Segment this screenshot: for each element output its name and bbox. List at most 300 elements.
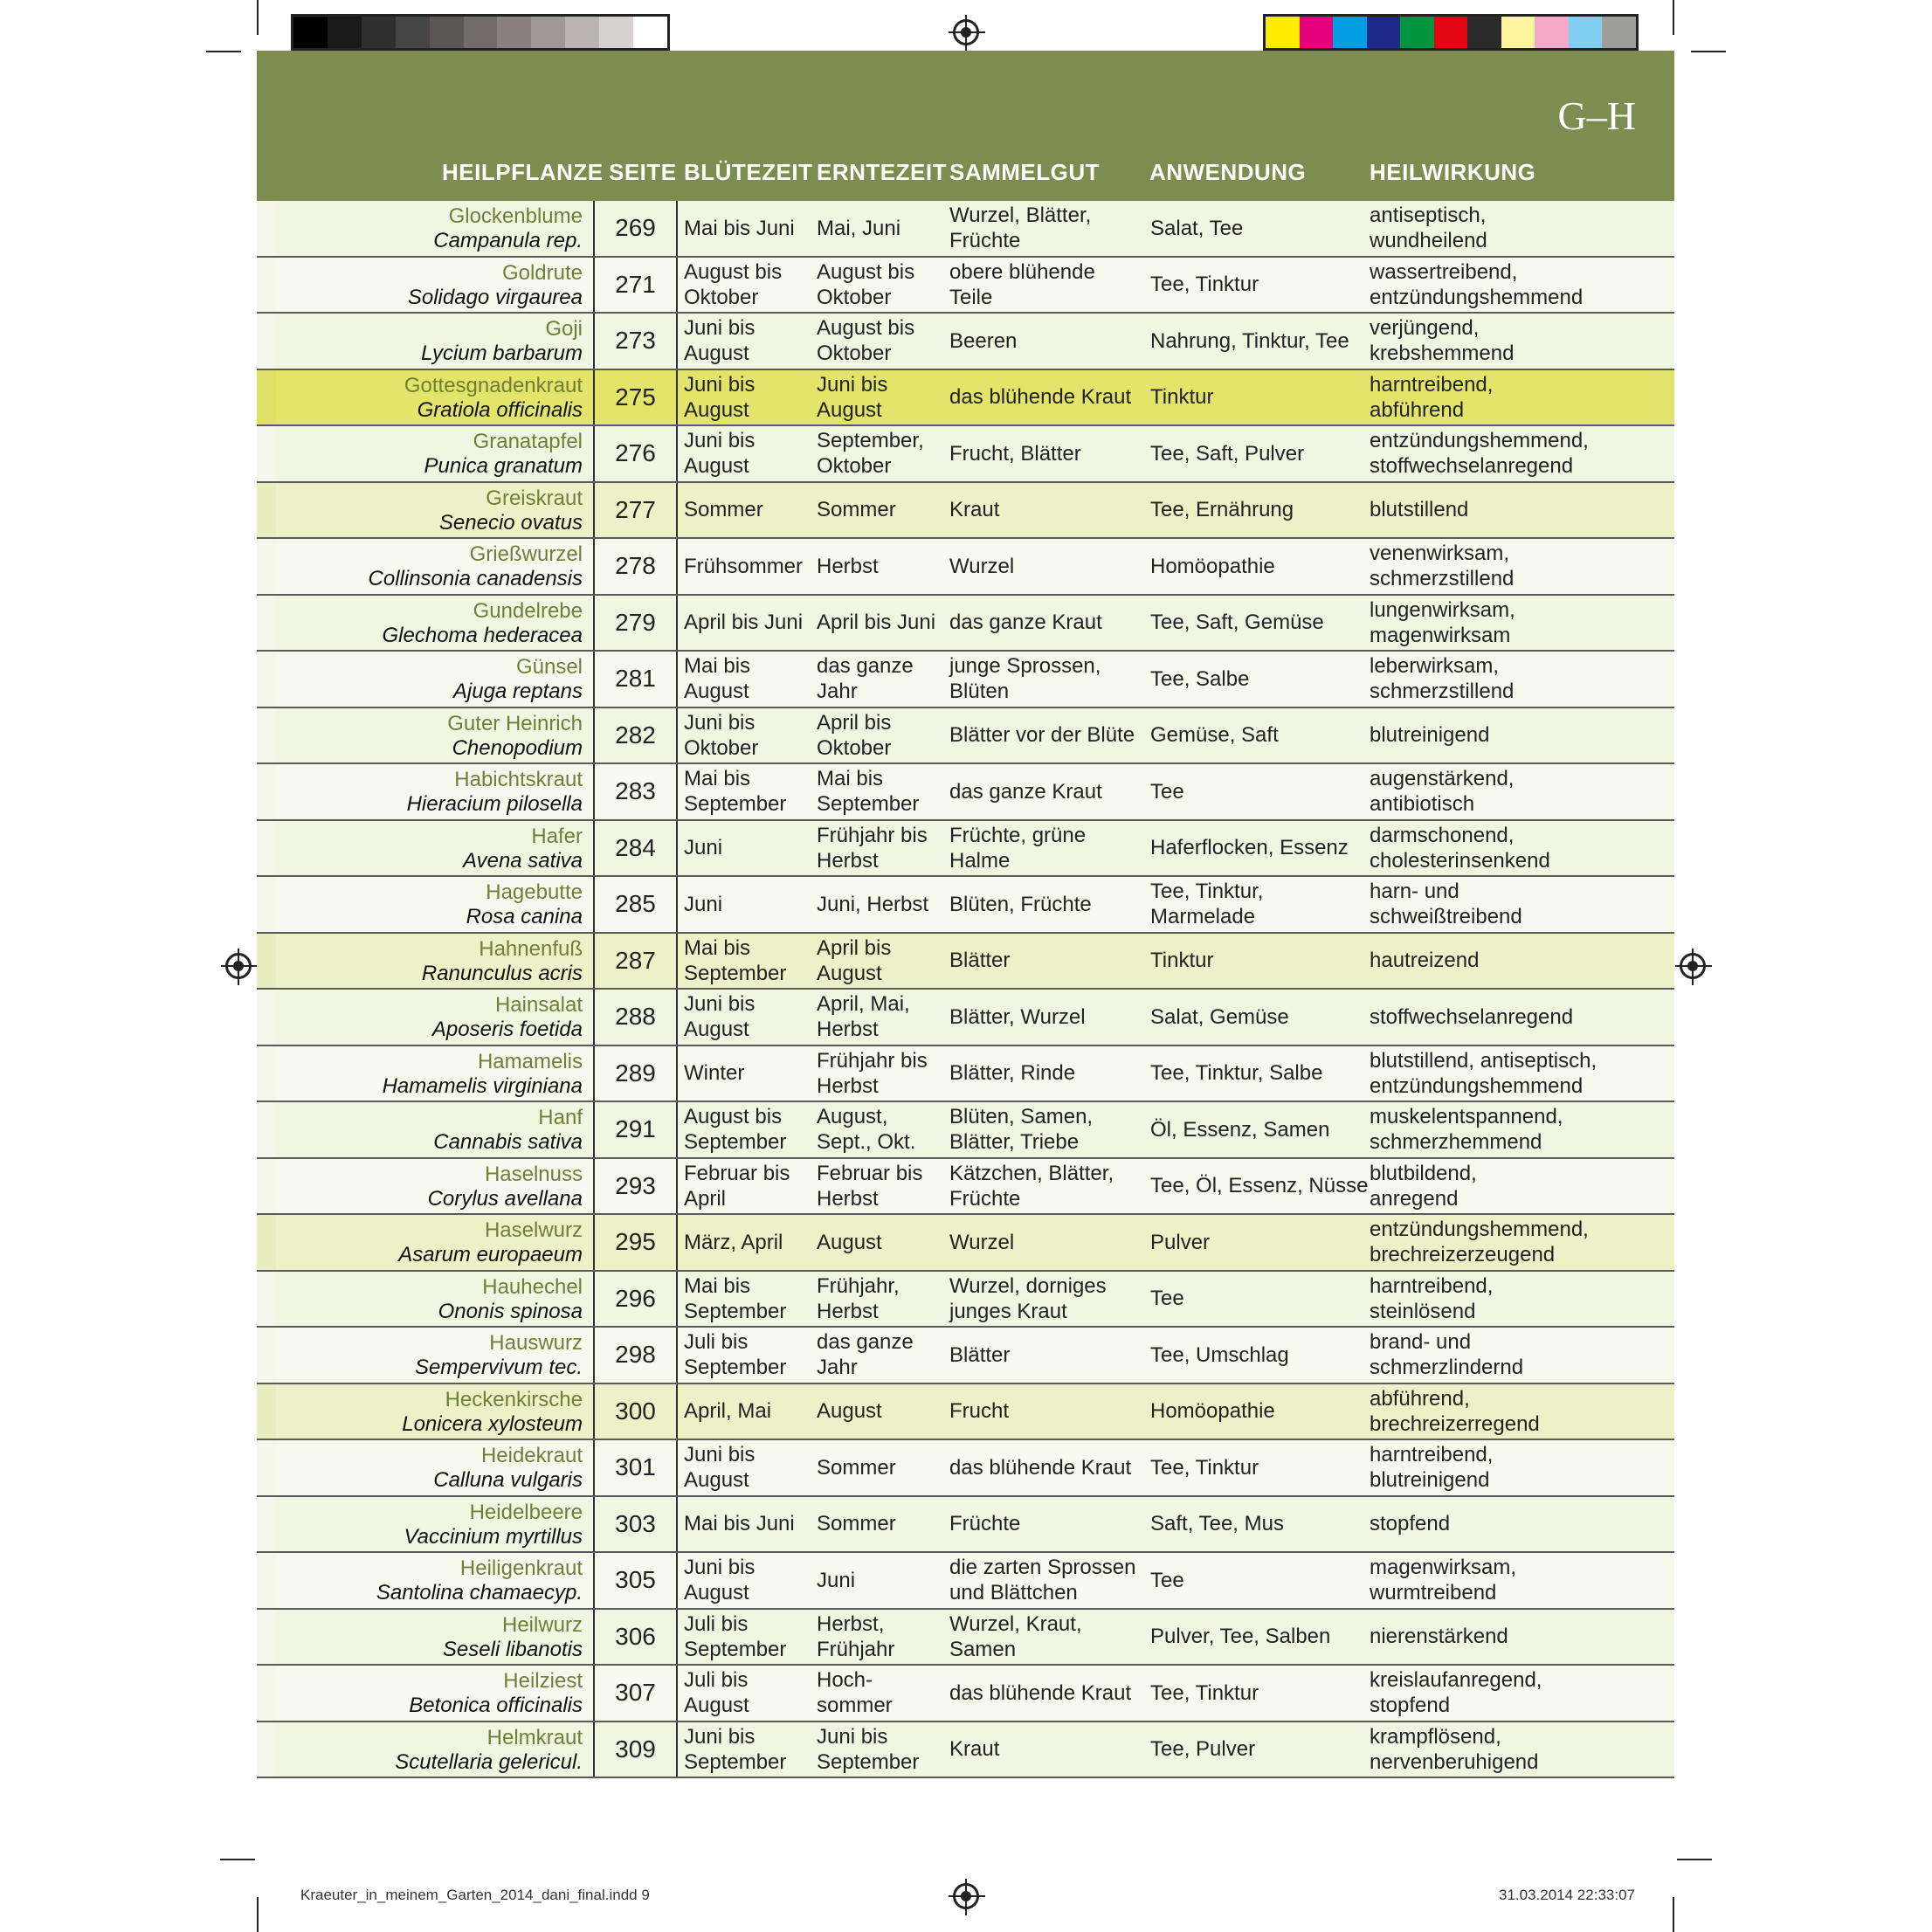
column-divider bbox=[676, 426, 678, 481]
bluetezeit-cell: Juli bis September bbox=[684, 1611, 787, 1661]
row-stub bbox=[257, 1722, 276, 1777]
column-divider bbox=[676, 1722, 678, 1777]
sammelgut-cell: Blüten, Früchte bbox=[949, 892, 1092, 916]
crop-mark bbox=[1673, 0, 1674, 35]
plant-cell bbox=[276, 1497, 588, 1552]
page-number: 275 bbox=[615, 383, 656, 411]
bluetezeit-cell: Juni bis August bbox=[684, 372, 756, 422]
anwendung-cell: Tee bbox=[1150, 1568, 1184, 1592]
page-number: 305 bbox=[615, 1566, 656, 1594]
row-stub bbox=[257, 1497, 276, 1552]
plant-cell bbox=[276, 934, 588, 989]
sammelgut-cell: Wurzel, dorniges junges Kraut bbox=[949, 1273, 1107, 1323]
plant-latin-name: Calluna vulgaris bbox=[433, 1468, 583, 1492]
column-divider bbox=[676, 1102, 678, 1157]
plant-latin-name: Hieracium pilosella bbox=[406, 792, 583, 816]
plant-cell bbox=[276, 314, 588, 369]
erntezeit-cell: August bis Oktober bbox=[817, 316, 915, 366]
plant-latin-name: Vaccinium myrtillus bbox=[404, 1524, 583, 1549]
erntezeit-cell: Juni bis August bbox=[817, 372, 888, 422]
plant-latin-name: Ranunculus acris bbox=[421, 961, 583, 985]
color-swatch bbox=[1400, 17, 1434, 48]
sammelgut-cell: das ganze Kraut bbox=[949, 611, 1102, 635]
anwendung-cell: Nahrung, Tinktur, Tee bbox=[1150, 328, 1349, 353]
bluetezeit-cell: Juni bis August bbox=[684, 429, 756, 479]
crop-mark bbox=[1677, 1859, 1712, 1860]
plant-name: Goldrute bbox=[501, 260, 583, 285]
table-row bbox=[257, 426, 1674, 483]
bluetezeit-cell: April, Mai bbox=[684, 1399, 772, 1424]
plant-cell bbox=[276, 1328, 588, 1383]
row-stub bbox=[257, 596, 276, 651]
plant-name: Gottesgnadenkraut bbox=[404, 373, 583, 397]
heilwirkung-cell: harntreibend, steinlösend bbox=[1370, 1273, 1494, 1323]
sammelgut-cell: Frucht bbox=[949, 1399, 1010, 1424]
heilwirkung-cell: harn- und schweißtreibend bbox=[1370, 880, 1522, 929]
page-number: 296 bbox=[615, 1284, 656, 1312]
row-stub bbox=[257, 539, 276, 594]
column-divider bbox=[676, 764, 678, 819]
bluetezeit-cell: Juni bis September bbox=[684, 1724, 787, 1774]
plant-cell bbox=[276, 596, 588, 651]
heilwirkung-cell: verjüngend, krebshemmend bbox=[1370, 316, 1515, 366]
erntezeit-cell: August bis Oktober bbox=[817, 259, 915, 309]
plant-latin-name: Ononis spinosa bbox=[438, 1299, 583, 1323]
heilwirkung-cell: blutbildend, anregend bbox=[1370, 1161, 1477, 1211]
erntezeit-cell: Herbst bbox=[817, 554, 879, 578]
plant-name: Heckenkirsche bbox=[445, 1387, 583, 1411]
anwendung-cell: Tee, Umschlag bbox=[1150, 1342, 1289, 1367]
heilwirkung-cell: hautreizend bbox=[1370, 949, 1480, 973]
heilwirkung-cell: brand- und schmerzlindernd bbox=[1370, 1330, 1524, 1380]
plant-name: Goji bbox=[545, 317, 583, 341]
column-divider bbox=[676, 1497, 678, 1552]
erntezeit-cell: April, Mai, Herbst bbox=[817, 992, 910, 1042]
herb-table bbox=[257, 201, 1674, 1778]
erntezeit-cell: Mai bis September bbox=[817, 767, 920, 817]
sammelgut-cell: die zarten Sprossen und Blättchen bbox=[949, 1556, 1136, 1605]
column-divider bbox=[676, 1328, 678, 1383]
page-number: 285 bbox=[615, 890, 656, 918]
row-stub bbox=[257, 1610, 276, 1665]
color-swatch bbox=[1300, 17, 1334, 48]
bluetezeit-cell: Juli bis August bbox=[684, 1668, 749, 1718]
color-swatch bbox=[1266, 17, 1300, 48]
sammelgut-cell: Blätter, Rinde bbox=[949, 1061, 1076, 1086]
bluetezeit-cell: August bis Oktober bbox=[684, 259, 783, 309]
column-divider bbox=[676, 1666, 678, 1721]
bluetezeit-cell: Mai bis September bbox=[684, 767, 787, 817]
bluetezeit-cell: Februar bis April bbox=[684, 1161, 790, 1211]
table-row bbox=[257, 258, 1674, 314]
page-number: 298 bbox=[615, 1341, 656, 1369]
erntezeit-cell: Februar bis Herbst bbox=[817, 1161, 923, 1211]
anwendung-cell: Tee, Tinktur bbox=[1150, 1680, 1259, 1705]
column-divider bbox=[676, 1272, 678, 1327]
anwendung-cell: Tee, Tinktur, Marmelade bbox=[1150, 880, 1264, 929]
page-number: 271 bbox=[615, 270, 656, 298]
table-row bbox=[257, 1272, 1674, 1328]
column-divider bbox=[676, 1159, 678, 1214]
erntezeit-cell: August, Sept., Okt. bbox=[817, 1105, 916, 1155]
registration-mark-icon bbox=[1680, 953, 1706, 979]
plant-name: Greiskraut bbox=[486, 486, 583, 510]
bluetezeit-cell: Juni bis Oktober bbox=[684, 710, 759, 760]
erntezeit-cell: Hoch- sommer bbox=[817, 1668, 893, 1718]
heilwirkung-cell: lungenwirksam, magenwirksam bbox=[1370, 597, 1515, 647]
heilwirkung-cell: augenstärkend, antibiotisch bbox=[1370, 767, 1515, 817]
erntezeit-cell: Herbst, Frühjahr bbox=[817, 1611, 895, 1661]
anwendung-cell: Pulver bbox=[1150, 1230, 1211, 1254]
plant-latin-name: Betonica officinalis bbox=[409, 1694, 583, 1717]
row-stub bbox=[257, 314, 276, 369]
row-stub bbox=[257, 821, 276, 876]
row-stub bbox=[257, 1384, 276, 1439]
erntezeit-cell: Frühjahr bis Herbst bbox=[817, 823, 928, 873]
bluetezeit-cell: März, April bbox=[684, 1230, 783, 1254]
heilwirkung-cell: blutstillend, antiseptisch, entzündungshemmend bbox=[1370, 1048, 1597, 1098]
sammelgut-cell: das blühende Kraut bbox=[949, 1680, 1132, 1705]
crop-mark bbox=[206, 51, 241, 52]
grey-swatch bbox=[497, 17, 531, 48]
plant-cell bbox=[276, 539, 588, 594]
plant-latin-name: Chenopodium bbox=[452, 735, 583, 760]
bluetezeit-cell: Mai bis September bbox=[684, 1273, 787, 1323]
anwendung-cell: Haferflocken, Essenz bbox=[1150, 836, 1349, 860]
page-number: 301 bbox=[615, 1453, 656, 1481]
anwendung-cell: Öl, Essenz, Samen bbox=[1150, 1117, 1330, 1142]
bluetezeit-cell: Sommer bbox=[684, 498, 763, 522]
anwendung-cell: Tee, Saft, Gemüse bbox=[1150, 611, 1324, 635]
footer-timestamp: 31.03.2014 22:33:07 bbox=[1499, 1887, 1635, 1903]
heilwirkung-cell: entzündungshemmend, stoffwechselanregend bbox=[1370, 429, 1589, 479]
plant-name: Heilwurz bbox=[501, 1612, 583, 1637]
plant-name: Hafer bbox=[531, 824, 583, 848]
heilwirkung-cell: entzündungshemmend, brechreizerzeugend bbox=[1370, 1218, 1589, 1267]
heilwirkung-cell: wassertreibend, entzündungshemmend bbox=[1370, 259, 1584, 309]
page-number: 300 bbox=[615, 1397, 656, 1425]
row-stub bbox=[257, 1102, 276, 1157]
table-row bbox=[257, 201, 1674, 258]
plant-name: Heidekraut bbox=[480, 1444, 583, 1467]
row-stub bbox=[257, 652, 276, 707]
page-number: 276 bbox=[615, 439, 656, 467]
page-number: 278 bbox=[615, 552, 656, 580]
plant-latin-name: Aposeris foetida bbox=[431, 1018, 583, 1041]
color-swatch bbox=[1602, 17, 1636, 48]
column-divider bbox=[676, 990, 678, 1045]
column-divider bbox=[676, 1553, 678, 1608]
column-divider bbox=[676, 708, 678, 763]
column-divider bbox=[676, 483, 678, 538]
row-stub bbox=[257, 370, 276, 425]
sammelgut-cell: das blühende Kraut bbox=[949, 385, 1132, 410]
color-swatch bbox=[1569, 17, 1603, 48]
plant-name: Hahnenfuß bbox=[479, 936, 583, 961]
table-row bbox=[257, 1328, 1674, 1384]
grey-swatch bbox=[599, 17, 633, 48]
registration-mark-icon bbox=[953, 1883, 979, 1909]
page-number: 306 bbox=[615, 1622, 656, 1650]
row-stub bbox=[257, 764, 276, 819]
table-row bbox=[257, 1215, 1674, 1272]
erntezeit-cell: Sommer bbox=[817, 1455, 896, 1480]
anwendung-cell: Homöopathie bbox=[1150, 554, 1275, 578]
anwendung-cell: Tee, Tinktur bbox=[1150, 273, 1259, 297]
sammelgut-cell: Kätzchen, Blätter, Früchte bbox=[949, 1161, 1114, 1211]
heilwirkung-cell: stoffwechselanregend bbox=[1370, 1004, 1574, 1029]
plant-latin-name: Scutellaria gelericul. bbox=[395, 1749, 583, 1774]
plant-latin-name: Gratiola officinalis bbox=[417, 397, 583, 422]
column-divider bbox=[676, 877, 678, 932]
plant-latin-name: Campanula rep. bbox=[433, 229, 583, 252]
page-number: 295 bbox=[615, 1228, 656, 1256]
plant-latin-name: Corylus avellana bbox=[427, 1186, 583, 1211]
page-number: 283 bbox=[615, 777, 656, 805]
grey-swatch bbox=[464, 17, 498, 48]
column-header-sammelgut: SAMMELGUT bbox=[949, 159, 1101, 185]
table-row bbox=[257, 1553, 1674, 1610]
row-stub bbox=[257, 934, 276, 989]
plant-latin-name: Cannabis sativa bbox=[433, 1130, 583, 1154]
grey-swatch bbox=[362, 17, 396, 48]
sammelgut-cell: Beeren bbox=[949, 328, 1018, 353]
plant-cell bbox=[276, 1553, 588, 1608]
row-stub bbox=[257, 1215, 276, 1270]
sammelgut-cell: Blätter bbox=[949, 1342, 1011, 1367]
column-header-anwendung: ANWENDUNG bbox=[1149, 159, 1307, 185]
row-stub bbox=[257, 990, 276, 1045]
bluetezeit-cell: Mai bis September bbox=[684, 935, 787, 985]
crop-mark bbox=[1673, 1897, 1674, 1932]
plant-name: Hagebutte bbox=[486, 880, 583, 904]
color-swatch bbox=[1467, 17, 1501, 48]
page-number: 293 bbox=[615, 1171, 656, 1199]
plant-name: Grießwurzel bbox=[469, 542, 583, 566]
erntezeit-cell: Frühjahr bis Herbst bbox=[817, 1048, 928, 1098]
plant-cell bbox=[276, 1440, 588, 1495]
sammelgut-cell: Blätter, Wurzel bbox=[949, 1004, 1086, 1029]
sammelgut-cell: Wurzel, Kraut, Samen bbox=[949, 1611, 1082, 1661]
erntezeit-cell: Sommer bbox=[817, 498, 896, 522]
bluetezeit-cell: Juni bis August bbox=[684, 992, 756, 1042]
plant-cell bbox=[276, 764, 588, 819]
grey-swatch bbox=[531, 17, 565, 48]
plant-latin-name: Glechoma hederacea bbox=[382, 623, 583, 647]
plant-latin-name: Punica granatum bbox=[424, 454, 583, 478]
anwendung-cell: Tee, Öl, Essenz, Nüsse bbox=[1150, 1174, 1369, 1198]
plant-cell bbox=[276, 1102, 588, 1157]
plant-name: Guter Heinrich bbox=[447, 711, 583, 735]
color-swatch bbox=[1434, 17, 1468, 48]
page-number: 269 bbox=[615, 214, 656, 242]
plant-cell bbox=[276, 652, 588, 707]
column-divider bbox=[676, 1046, 678, 1101]
anwendung-cell: Tee, Ernährung bbox=[1150, 498, 1294, 522]
column-header-heilpflanze: HEILPFLANZE bbox=[442, 159, 604, 185]
page-number: 307 bbox=[615, 1679, 656, 1707]
grey-swatch bbox=[328, 17, 362, 48]
column-header-seite: SEITE bbox=[609, 159, 677, 185]
plant-latin-name: Collinsonia canadensis bbox=[368, 567, 583, 590]
sammelgut-cell: das blühende Kraut bbox=[949, 1455, 1132, 1480]
bluetezeit-cell: Mai bis Juni bbox=[684, 216, 795, 240]
plant-cell bbox=[276, 1384, 588, 1439]
table-row bbox=[257, 708, 1674, 765]
plant-name: Gundelrebe bbox=[473, 598, 583, 623]
row-stub bbox=[257, 1666, 276, 1721]
row-stub bbox=[257, 708, 276, 763]
bluetezeit-cell: August bis September bbox=[684, 1105, 787, 1155]
heilwirkung-cell: darmschonend, cholesterinsenkend bbox=[1370, 823, 1550, 873]
table-row bbox=[257, 764, 1674, 821]
anwendung-cell: Tee bbox=[1150, 1287, 1184, 1311]
plant-latin-name: Senecio ovatus bbox=[438, 510, 583, 535]
grey-calibration-bar bbox=[291, 14, 670, 51]
sammelgut-cell: obere blühende Teile bbox=[949, 259, 1095, 309]
table-row bbox=[257, 1046, 1674, 1103]
table-row bbox=[257, 652, 1674, 708]
row-stub bbox=[257, 483, 276, 538]
crop-mark bbox=[220, 1859, 255, 1860]
color-swatch bbox=[1535, 17, 1569, 48]
plant-cell bbox=[276, 1666, 588, 1721]
heilwirkung-cell: leberwirksam, schmerzstillend bbox=[1370, 654, 1515, 704]
grey-swatch bbox=[293, 17, 328, 48]
plant-latin-name: Avena sativa bbox=[463, 848, 583, 873]
erntezeit-cell: April bis Juni bbox=[817, 611, 936, 635]
sammelgut-cell: Frucht, Blätter bbox=[949, 441, 1081, 466]
page-number: 279 bbox=[615, 608, 656, 636]
column-divider bbox=[676, 1440, 678, 1495]
column-divider bbox=[676, 258, 678, 313]
sammelgut-cell: Früchte bbox=[949, 1512, 1021, 1536]
sammelgut-cell: junge Sprossen, Blüten bbox=[949, 654, 1101, 704]
plant-cell bbox=[276, 708, 588, 763]
heilwirkung-cell: harntreibend, blutreinigend bbox=[1370, 1443, 1494, 1493]
column-divider bbox=[676, 934, 678, 989]
bluetezeit-cell: Juni bis August bbox=[684, 316, 756, 366]
column-header-bluetezeit: BLÜTEZEIT bbox=[684, 159, 813, 185]
column-header-heilwirkung: HEILWIRKUNG bbox=[1370, 159, 1536, 185]
grey-swatch bbox=[633, 17, 667, 48]
row-stub bbox=[257, 201, 276, 256]
bluetezeit-cell: April bis Juni bbox=[684, 611, 804, 635]
table-row bbox=[257, 1722, 1674, 1779]
column-divider bbox=[676, 1384, 678, 1439]
plant-cell bbox=[276, 821, 588, 876]
row-stub bbox=[257, 1159, 276, 1214]
plant-name: Haselwurz bbox=[484, 1218, 583, 1242]
heilwirkung-cell: venenwirksam, schmerzstillend bbox=[1370, 542, 1515, 591]
heilwirkung-cell: harntreibend, abführend bbox=[1370, 372, 1494, 422]
row-stub bbox=[257, 877, 276, 932]
page-number: 273 bbox=[615, 327, 656, 355]
sammelgut-cell: Kraut bbox=[949, 498, 1000, 522]
bluetezeit-cell: Juli bis September bbox=[684, 1330, 787, 1380]
anwendung-cell: Tinktur bbox=[1150, 949, 1214, 973]
sammelgut-cell: Kraut bbox=[949, 1737, 1000, 1762]
erntezeit-cell: August bbox=[817, 1399, 882, 1424]
bluetezeit-cell: Juni bbox=[684, 892, 723, 916]
heilwirkung-cell: blutreinigend bbox=[1370, 723, 1490, 748]
plant-cell bbox=[276, 1159, 588, 1214]
erntezeit-cell: September, Oktober bbox=[817, 429, 924, 479]
page-number: 277 bbox=[615, 495, 656, 523]
erntezeit-cell: Mai, Juni bbox=[817, 216, 901, 240]
anwendung-cell: Pulver, Tee, Salben bbox=[1150, 1625, 1331, 1649]
table-row bbox=[257, 1102, 1674, 1159]
column-divider bbox=[676, 1215, 678, 1270]
anwendung-cell: Tee, Salbe bbox=[1150, 666, 1250, 691]
column-divider bbox=[676, 1610, 678, 1665]
plant-name: Granatapfel bbox=[473, 430, 583, 453]
plant-name: Heiligenkraut bbox=[459, 1556, 583, 1580]
anwendung-cell: Salat, Tee bbox=[1150, 216, 1244, 240]
heilwirkung-cell: stopfend bbox=[1370, 1512, 1451, 1536]
heilwirkung-cell: abführend, brechreizerregend bbox=[1370, 1386, 1540, 1436]
sammelgut-cell: das ganze Kraut bbox=[949, 779, 1102, 804]
sammelgut-cell: Blätter vor der Blüte bbox=[949, 723, 1135, 748]
table-row bbox=[257, 596, 1674, 652]
color-calibration-bar bbox=[1263, 14, 1639, 51]
grey-swatch bbox=[396, 17, 430, 48]
plant-cell bbox=[276, 990, 588, 1045]
row-stub bbox=[257, 1328, 276, 1383]
sammelgut-cell: Wurzel bbox=[949, 554, 1015, 578]
anwendung-cell: Tee, Tinktur bbox=[1150, 1455, 1259, 1480]
plant-name: Heidelbeere bbox=[469, 1500, 583, 1524]
heilwirkung-cell: nierenstärkend bbox=[1370, 1625, 1508, 1649]
row-stub bbox=[257, 1272, 276, 1327]
table-row bbox=[257, 1610, 1674, 1666]
plant-cell bbox=[276, 370, 588, 425]
plant-cell bbox=[276, 1046, 588, 1101]
plant-name: Haselnuss bbox=[484, 1162, 583, 1186]
page-number: 303 bbox=[615, 1509, 656, 1537]
anwendung-cell: Tinktur bbox=[1150, 385, 1214, 410]
crop-mark bbox=[257, 0, 259, 35]
page-number: 309 bbox=[615, 1735, 656, 1763]
plant-latin-name: Solidago virgaurea bbox=[407, 285, 583, 309]
plant-cell bbox=[276, 483, 588, 538]
plant-cell bbox=[276, 426, 588, 481]
row-stub bbox=[257, 258, 276, 313]
erntezeit-cell: das ganze Jahr bbox=[817, 654, 914, 704]
anwendung-cell: Homöopathie bbox=[1150, 1399, 1275, 1424]
plant-name: Günsel bbox=[515, 655, 583, 679]
anwendung-cell: Tee bbox=[1150, 779, 1184, 804]
heilwirkung-cell: muskelentspannend, schmerzhemmend bbox=[1370, 1105, 1563, 1155]
erntezeit-cell: April bis August bbox=[817, 935, 892, 985]
bluetezeit-cell: Mai bis August bbox=[684, 654, 751, 704]
plant-name: Hanf bbox=[538, 1106, 583, 1129]
plant-cell bbox=[276, 1722, 588, 1777]
erntezeit-cell: das ganze Jahr bbox=[817, 1330, 914, 1380]
erntezeit-cell: Frühjahr, Herbst bbox=[817, 1273, 900, 1323]
plant-latin-name: Santolina chamaecyp. bbox=[376, 1581, 583, 1604]
heilwirkung-cell: magenwirksam, wurmtreibend bbox=[1370, 1556, 1517, 1605]
plant-name: Habichtskraut bbox=[454, 768, 583, 791]
plant-name: Hauhechel bbox=[482, 1274, 583, 1299]
bluetezeit-cell: Mai bis Juni bbox=[684, 1512, 795, 1536]
plant-name: Hauswurz bbox=[489, 1331, 583, 1355]
row-stub bbox=[257, 1553, 276, 1608]
page-number: 288 bbox=[615, 1003, 656, 1031]
erntezeit-cell: Sommer bbox=[817, 1512, 896, 1536]
anwendung-cell: Tee, Saft, Pulver bbox=[1150, 441, 1305, 466]
column-divider bbox=[676, 539, 678, 594]
